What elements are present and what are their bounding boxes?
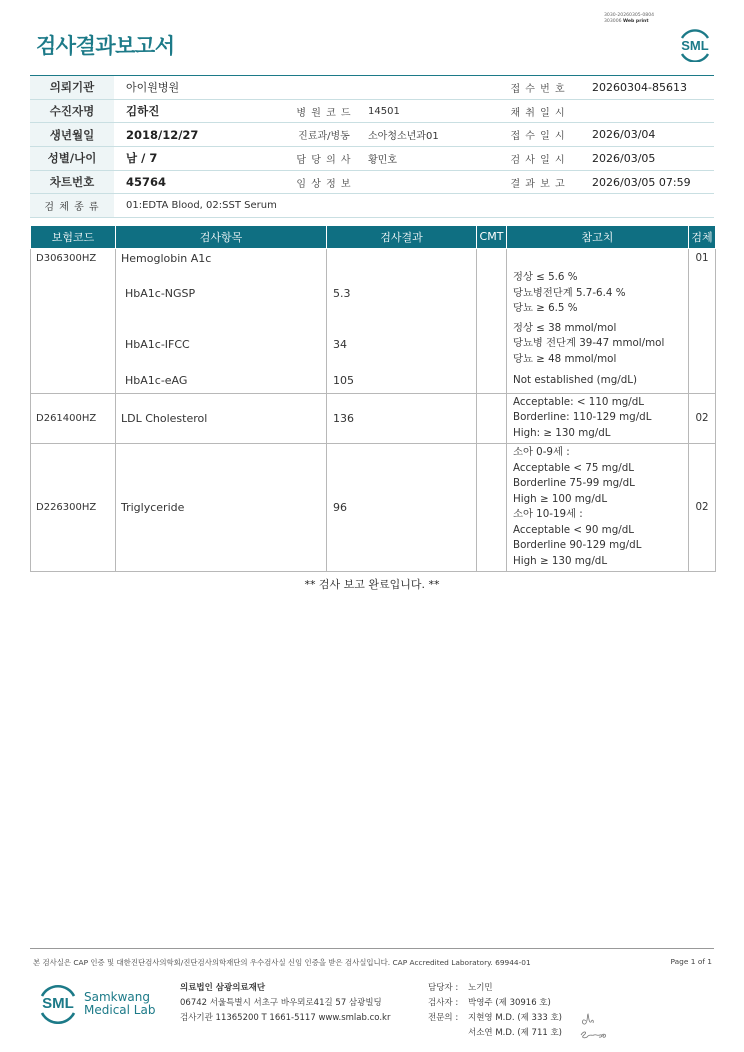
reference-line: 당뇨병 전단계 39-47 mmol/mol (513, 337, 665, 350)
table-row (31, 369, 716, 393)
test-item: HbA1c-IFCC (116, 319, 327, 369)
name-value: 김하진 (114, 99, 288, 123)
specimen-code (689, 268, 716, 319)
result-value: 96 (327, 443, 477, 571)
reference-range (507, 369, 689, 393)
doctor-value: 황민호 (360, 147, 496, 171)
insurance-code (31, 369, 116, 393)
staff-role: 전문의 : (428, 1013, 459, 1023)
insurance-code: D306300HZ (31, 248, 116, 268)
org-address: 06742 서울특별시 서초구 바우뫼로41길 57 삼광빌딩 (180, 998, 382, 1008)
clinical-value (360, 170, 496, 194)
staff-name: 박영주 (제 30916 호) (468, 998, 551, 1008)
col-cmt: CMT (477, 226, 507, 248)
reference-range (507, 393, 689, 443)
accreditation-note: 본 검사실은 CAP 인증 및 대한진단검사의학회/진단검사의학재단의 우수검사실 신임 인증을 받은 검사실입니다. CAP Accredited Laboratory. 69944-01 (33, 958, 531, 967)
patient-info-table (30, 75, 714, 218)
footer-logo-text: SML (42, 995, 74, 1012)
cmt-value (477, 319, 507, 369)
results-table (30, 226, 716, 572)
reference-line: 정상 ≤ 5.6 % (513, 271, 578, 284)
birth-value: 2018/12/27 (114, 123, 288, 147)
reference-line: 당뇨 ≥ 48 mmol/mol (513, 352, 617, 365)
receipt-date-label: 접 수 일 시 (496, 123, 580, 147)
staff-row (428, 996, 562, 1011)
report-date-value: 2026/03/05 07:59 (580, 170, 714, 194)
reference-range (507, 319, 689, 369)
col-result: 검사결과 (327, 226, 477, 248)
table-row (31, 268, 716, 319)
test-item: HbA1c-eAG (116, 369, 327, 393)
cmt-value (477, 393, 507, 443)
table-row (31, 248, 716, 268)
staff-list (428, 981, 562, 1041)
logo-text: SML (681, 38, 709, 53)
reference-range (507, 443, 689, 571)
chart-no-label: 차트번호 (30, 170, 114, 194)
doctor-label: 담 당 의 사 (288, 147, 360, 171)
specimen-code (689, 319, 716, 369)
col-insurance-code: 보험코드 (31, 226, 116, 248)
collect-date-value (580, 99, 714, 123)
report-title: 검사결과보고서 (36, 34, 175, 58)
sml-logo-icon (676, 26, 714, 62)
sex-age-value: 남 / 7 (114, 147, 288, 171)
receipt-date-value: 2026/03/04 (580, 123, 714, 147)
test-item: HbA1c-NGSP (116, 268, 327, 319)
result-value (327, 248, 477, 268)
reference-line: High ≥ 100 mg/dL (513, 492, 608, 505)
reference-line: 소아 10-19세 : (513, 508, 583, 520)
reference-line: High ≥ 130 mg/dL (513, 554, 608, 567)
result-value: 5.3 (327, 268, 477, 319)
staff-name: 노기민 (468, 983, 493, 993)
staff-role: 담당자 : (428, 983, 459, 993)
cmt-value (477, 443, 507, 571)
reference-line: Borderline 90-129 mg/dL (513, 539, 642, 551)
org-contact: 검사기관 11365200 T 1661-5117 www.smlab.co.kr (180, 1013, 391, 1023)
reference-line: Borderline: 110-129 mg/dL (513, 411, 652, 424)
staff-name: 지현영 M.D. (제 333 호) (468, 1013, 563, 1023)
reference-line: Borderline 75-99 mg/dL (513, 477, 635, 489)
completion-message: ** 검사 보고 완료입니다. ** (304, 578, 440, 591)
hospital-value: 아이원병원 (114, 76, 496, 100)
test-item: Hemoglobin A1c (116, 248, 327, 268)
dept-value: 소아청소년과01 (360, 123, 496, 147)
test-date-label: 검 사 일 시 (496, 147, 580, 171)
hosp-code-value: 14501 (360, 99, 496, 123)
reference-range (507, 268, 689, 319)
report-date-label: 결 과 보 고 (496, 170, 580, 194)
staff-row (428, 1011, 562, 1026)
reference-line: 당뇨병전단계 5.7-6.4 % (513, 286, 626, 299)
result-value: 105 (327, 369, 477, 393)
reference-line: 소아 0-9세 : (513, 446, 570, 458)
sex-age-label: 성별/나이 (30, 147, 114, 171)
col-reference: 참고치 (507, 226, 689, 248)
lab-name (84, 991, 155, 1017)
cmt-value (477, 248, 507, 268)
reference-line: Not established (mg/dL) (513, 374, 637, 386)
page-number: Page 1 of 1 (670, 957, 712, 966)
staff-name: 서소연 M.D. (제 711 호) (468, 1028, 563, 1038)
name-label: 수진자명 (30, 99, 114, 123)
reference-line: High: ≥ 130 mg/dL (513, 426, 611, 439)
staff-row (428, 1026, 562, 1041)
reference-line: 당뇨 ≥ 6.5 % (513, 302, 578, 315)
lab-name-line1: Samkwang (84, 990, 150, 1004)
reference-line: Acceptable < 90 mg/dL (513, 523, 634, 536)
test-item: Triglyceride (116, 443, 327, 571)
birth-label: 생년월일 (30, 123, 114, 147)
result-value: 136 (327, 393, 477, 443)
col-test-item: 검사항목 (116, 226, 327, 248)
cmt-value (477, 268, 507, 319)
specimen-label: 검 체 종 류 (30, 194, 114, 218)
print-stamp-id: 3030-20260305-0804 (604, 13, 655, 18)
dept-label: 진료과/병동 (288, 123, 360, 147)
receipt-no-label: 접 수 번 호 (496, 76, 580, 100)
insurance-code (31, 268, 116, 319)
col-specimen: 검체 (689, 226, 716, 248)
hospital-label: 의뢰기관 (30, 76, 114, 100)
staff-row (428, 981, 562, 996)
specimen-code: 02 (689, 443, 716, 571)
clinical-label: 임 상 정 보 (288, 170, 360, 194)
specimen-code (689, 369, 716, 393)
print-stamp (604, 13, 654, 25)
chart-no-value: 45764 (114, 170, 288, 194)
result-value: 34 (327, 319, 477, 369)
sml-footer-logo-icon (36, 980, 80, 1024)
organization-info (180, 981, 390, 1026)
staff-role: 검사자 : (428, 998, 459, 1008)
reference-line: Acceptable < 75 mg/dL (513, 461, 634, 474)
specimen-code: 02 (689, 393, 716, 443)
hosp-code-label: 병 원 코 드 (288, 99, 360, 123)
reference-line: Acceptable: < 110 mg/dL (513, 395, 645, 408)
receipt-no-value: 20260304-85613 (580, 76, 714, 100)
cmt-value (477, 369, 507, 393)
test-date-value: 2026/03/05 (580, 147, 714, 171)
table-row (31, 319, 716, 369)
test-item: LDL Cholesterol (116, 393, 327, 443)
collect-date-label: 채 취 일 시 (496, 99, 580, 123)
specimen-code: 01 (689, 248, 716, 268)
staff-role (428, 1026, 468, 1041)
insurance-code (31, 319, 116, 369)
reference-line: 정상 ≤ 38 mmol/mol (513, 321, 617, 334)
signature-icon (578, 1011, 612, 1041)
table-row (31, 443, 716, 571)
org-name: 의료법인 삼광의료재단 (180, 983, 266, 993)
specimen-value: 01:EDTA Blood, 02:SST Serum (114, 194, 714, 218)
insurance-code: D261400HZ (31, 393, 116, 443)
reference-range (507, 248, 689, 268)
print-stamp-sub: 303006 Web print (604, 19, 649, 24)
footer-divider (30, 948, 714, 949)
insurance-code: D226300HZ (31, 443, 116, 571)
table-row (31, 393, 716, 443)
lab-name-line2: Medical Lab (84, 1003, 156, 1017)
